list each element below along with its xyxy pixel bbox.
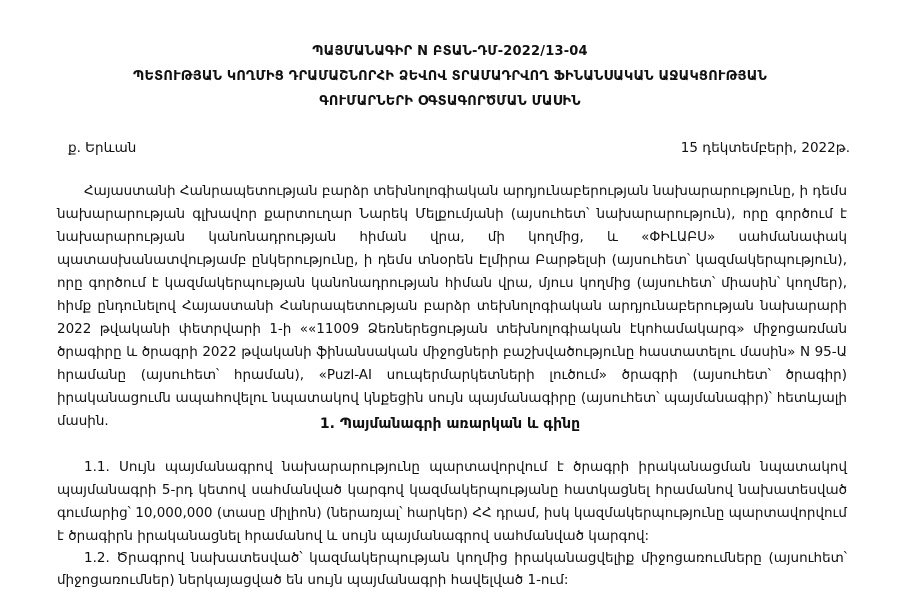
section-heading: 1. Պայմանագրի առարկան և գինը — [319, 416, 581, 432]
preamble-line: հրամանը (այսուհետ՝ հրաման), «Puzl-AI սուպերմարկետների լուծում» ծրագրի (այսուհետ՝ ծրագիր) — [57, 367, 847, 383]
preamble-line: հիմք ընդունելով Հայաստանի Հանրապետության բարձր տեխնոլոգիական արդյունաբերության նախարարի — [57, 298, 847, 314]
paragraph-line: 1.1. Սույն պայմանագրով նախարարությունը պարտավորվում է ծրագրի իրականացման նպատակով — [84, 459, 847, 475]
preamble-line: 2022 թվականի փետրվարի 1-ի ««11009 Ձեռներեցության տեխնոլոգիական էկոհամակարգ» միջոցառման — [57, 321, 847, 337]
preamble-line: Հայաստանի Հանրապետության բարձր տեխնոլոգիական արդյունաբերության նախարարությունը, ի դեմս — [84, 183, 847, 199]
preamble-line: պատասխանատվությամբ ընկերությունը, ի դեմս տնօրեն Էլմիրա Բարթելսի (այսուհետ՝ կազմակերպություն), — [57, 252, 847, 268]
preamble-line: նախարարության կանոնադրության հիման վրա, մի կողմից, և «ՓԻԼԱԲՍ» սահմանափակ — [57, 229, 847, 245]
paragraph-line: գումարից՝ 10,000,000 (տասը միլիոն) (ներառյալ՝ հարկեր) ՀՀ դրամ, իսկ կազմակերպությունը պարտավորվում — [57, 505, 847, 521]
paragraph-line: պայմանագրի 5-րդ կետով սահմանված կարգով կազմակերպությանը հատկացնել հրամանով նախատեսված — [57, 482, 847, 498]
contract-subtitle-line-1: ՊԵՏՈՒԹՅԱՆ ԿՈՂՄԻՑ ԴՐԱՄԱՇՆՈՐՀԻ ՁԵՎՈՎ ՏՐԱՄԱԴՐՎՈՂ ՖԻՆԱՆՍԱԿԱՆ ԱՋԱԿՑՈՒԹՅԱՆ — [133, 69, 767, 84]
paragraph-line: է ծրագիրն իրականացնել հրամանով և սույն պայմանագրով սահմանված կարգով: — [57, 528, 650, 544]
paragraph-line: միջոցառումներ) ներկայացված են սույն պայմանագրի հավելված 1-ում: — [57, 572, 569, 588]
contract-date: 15 դեկտեմբերի, 2022թ. — [680, 140, 850, 156]
preamble-line: որը գործում է կազմակերպության կանոնադրության հիման վրա, մյուս կողմից (այսուհետ՝ միասին՝ կողմեր), — [57, 275, 847, 291]
paragraph-line: 1.2. Ծրագրով նախատեսված՝ կազմակերպության կողմից իրականացվելիք միջոցառումները (այսուհետ՝ — [84, 550, 847, 566]
preamble-line: ծրագիրը և ծրագրի 2022 թվականի ֆինանսական միջոցների բաշխվածությունը հաստատելու մասին» N 95-Ա — [57, 344, 847, 360]
preamble-line: նախարարության գլխավոր քարտուղար Նարեկ Մելքումյանի (այսուհետ՝ նախարարություն), որը գործում է — [57, 206, 847, 222]
preamble-line: մասին. — [57, 413, 109, 429]
city: ք. Երևան — [68, 140, 137, 156]
contract-subtitle-line-2: ԳՈՒՄԱՐՆԵՐԻ ՕԳՏԱԳՈՐԾՄԱՆ ՄԱՍԻՆ — [319, 94, 581, 109]
preamble-line: իրականացումն ապահովելու նպատակով կնքեցին սույն պայմանագիրը (այսուհետ՝ պայմանագիր)՝ հետևյալի — [57, 390, 847, 406]
contract-title: ՊԱՅՄԱՆԱԳԻՐ N ԲՏԱՆ-ԴՄ-2022/13-04 — [312, 44, 588, 59]
